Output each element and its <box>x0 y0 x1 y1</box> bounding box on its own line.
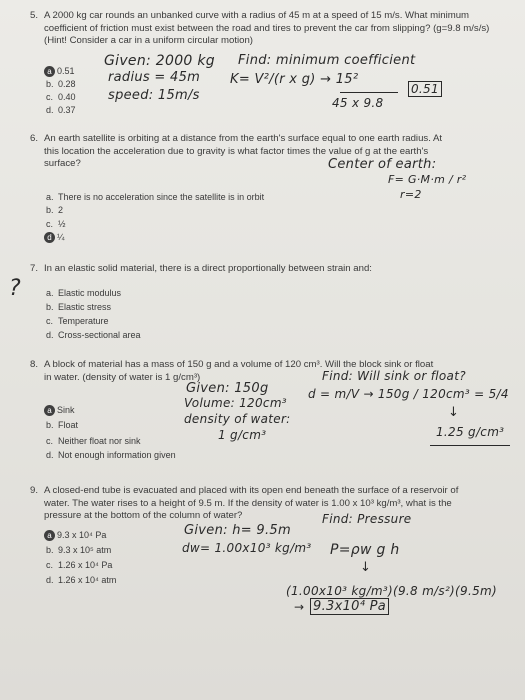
option-d[interactable]: d. 1.26 x 10⁴ atm <box>46 575 117 585</box>
handwritten-denominator: 45 x 9.8 <box>332 96 384 110</box>
question-number: 9. <box>30 485 39 496</box>
selected-answer-marker: d <box>44 232 55 243</box>
selected-answer-marker: a <box>44 405 55 416</box>
option-c[interactable]: c. Temperature <box>46 316 109 326</box>
option-b[interactable]: b. 2 <box>46 205 64 215</box>
option-d[interactable]: d. 0.37 <box>46 105 76 115</box>
fraction-line <box>340 92 398 93</box>
question-number: 6. <box>30 133 39 144</box>
handwritten-calculation: (1.00x10³ kg/m³)(9.8 m/s²)(9.5m) <box>286 584 497 598</box>
option-b[interactable]: b. Elastic stress <box>46 302 112 312</box>
question-number: 5. <box>30 10 39 21</box>
option-c[interactable]: c. Neither float nor sink <box>46 436 141 446</box>
handwritten-arrow: ↓ <box>448 405 460 420</box>
handwritten-find: Find: Pressure <box>322 512 412 526</box>
handwritten-density-label: density of water: <box>184 412 291 426</box>
question-mark-annotation: ? <box>9 276 21 301</box>
handwritten-radius: radius = 45m <box>108 70 201 85</box>
handwritten-answer: 9.3x10⁴ Pa <box>310 598 389 615</box>
question-stem: A 2000 kg car rounds an unbanked curve with a radius of 45 m at a speed of 15 m/s. What minimum coefficient of friction must exist between the road and tires to prevent the car from slipping? (g=9.8 m/s/s)(Hint! Consider a car in a uniform circular motion) <box>44 10 490 46</box>
handwritten-formula: P=ρw g h <box>330 542 400 558</box>
question-stem: A closed-end tube is evacuated and placed with its open end beneath the surface of a reservoir of water. The water rises to a height of 9.5 m. If the density of water is 1.00 x 10³ kg/m³, what is the pressure at the bottom of the column of water? <box>44 485 459 521</box>
handwritten-given: Given: 150g <box>186 381 269 396</box>
handwritten-speed: speed: 15m/s <box>108 88 200 103</box>
handwritten-note-2: F= G·M·m / r² <box>388 173 467 186</box>
handwritten-find: Find: Will sink or float? <box>322 369 466 383</box>
option-b[interactable]: b. Float <box>46 420 79 430</box>
option-a[interactable]: a 0.51 <box>44 66 75 77</box>
handwritten-given: Given: 2000 kg <box>104 53 215 69</box>
handwritten-note-3: r=2 <box>400 188 422 201</box>
handwritten-arrow-2: → <box>294 600 305 614</box>
option-a[interactable]: a. Elastic modulus <box>46 288 122 298</box>
option-b[interactable]: b. 0.28 <box>46 79 76 89</box>
answer-underline <box>430 445 510 446</box>
handwritten-arrow: ↓ <box>360 560 372 575</box>
option-b[interactable]: b. 9.3 x 10⁵ atm <box>46 545 112 555</box>
question-stem: An earth satellite is orbiting at a distance from the earth's surface equal to one earth radius. At this location the acceleration due to gravity is what factor times the value of g at the earth's surface? <box>44 133 443 169</box>
handwritten-answer: 0.51 <box>408 81 442 97</box>
option-d[interactable]: d. Not enough information given <box>46 450 176 460</box>
question-number: 7. <box>30 263 39 274</box>
handwritten-given: Given: h= 9.5m <box>184 523 291 538</box>
question-stem: A block of material has a mass of 150 g and a volume of 120 cm³. Will the block sink or float in water. (density of water is 1 g/cm³) <box>44 359 434 383</box>
handwritten-note-1: Center of earth: <box>328 157 437 172</box>
option-a[interactable]: a. There is no acceleration since the satellite is in orbit <box>46 192 265 202</box>
option-c[interactable]: c. 0.40 <box>46 92 76 102</box>
option-d[interactable]: d. Cross-sectional area <box>46 330 141 340</box>
selected-answer-marker: a <box>44 530 55 541</box>
option-a[interactable]: a Sink <box>44 405 75 416</box>
handwritten-density: dw= 1.00x10³ kg/m³ <box>182 541 312 555</box>
question-number: 8. <box>30 359 39 370</box>
question-stem: In an elastic solid material, there is a direct proportionally between strain and: <box>44 263 372 274</box>
handwritten-result: 1.25 g/cm³ <box>436 425 505 439</box>
handwritten-find: Find: minimum coefficient <box>238 53 416 68</box>
handwritten-volume: Volume: 120cm³ <box>184 396 287 410</box>
option-c[interactable]: c. 1.26 x 10⁴ Pa <box>46 560 113 570</box>
handwritten-formula: K= V²/(r x g) → 15² <box>230 72 359 87</box>
option-a[interactable]: a 9.3 x 10⁴ Pa <box>44 530 106 541</box>
option-c[interactable]: c. ½ <box>46 219 66 229</box>
handwritten-density-value: 1 g/cm³ <box>218 428 267 442</box>
handwritten-formula: d = m/V → 150g / 120cm³ = 5/4 <box>308 387 509 401</box>
selected-answer-marker: a <box>44 66 55 77</box>
option-d[interactable]: d ¼ <box>44 232 65 243</box>
